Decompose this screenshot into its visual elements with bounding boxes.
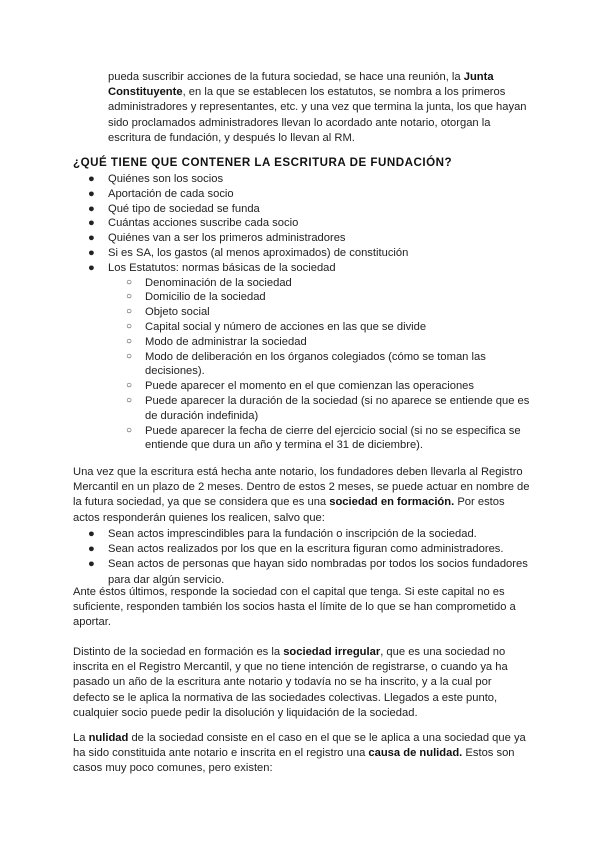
sub-list-item-text: Puede aparecer la duración de la sociedad (si no aparece se entiende que es de duración indefinida): [145, 394, 530, 422]
sub-list-item: [108, 394, 530, 424]
sub-list-item: [108, 305, 530, 320]
list-item: [88, 542, 530, 557]
bullet-icon: ●: [88, 528, 95, 540]
sociedad-en-formacion-term: sociedad en formación.: [329, 496, 455, 509]
sub-list-item-text: Modo de administrar la sociedad: [145, 335, 307, 348]
list-item: [88, 527, 530, 542]
list-item: [88, 231, 530, 246]
intro-paragraph: [108, 70, 530, 146]
contents-list: [88, 172, 530, 453]
bullet-icon: ●: [88, 246, 95, 259]
list-item-text: Si es SA, los gastos (al menos aproximados) de constitución: [108, 246, 409, 259]
circle-bullet-icon: ○: [126, 306, 133, 318]
sub-list-item: [108, 290, 530, 305]
intro-text-2: , en la que se establecen los estatutos, se nombra a los primeros administradores y representantes, etc. y una vez que termina la junta, los que hayan sido proclamados administradores llevan lo acordado ante notario, otorgan la escritura de fundación, y después lo llevan al RM.: [108, 86, 527, 144]
list-item-text: Los Estatutos: normas básicas de la sociedad: [108, 261, 336, 274]
list-item: [88, 202, 530, 217]
circle-bullet-icon: ○: [126, 276, 133, 288]
circle-bullet-icon: ○: [126, 350, 133, 362]
bullet-icon: ●: [88, 187, 95, 200]
p2-text-1: Una vez que la escritura está hecha ante notario, los fundadores deben llevarla al Registro Mercantil en un plazo de 2 meses. Dentro de estos 2 meses, se puede actuar en nombre de la futura sociedad, ya que se considera que es una: [73, 466, 530, 509]
sub-list-item-text: Objeto social: [145, 306, 210, 319]
list-item-text: Quiénes son los socios: [108, 173, 224, 185]
sub-list-item: [108, 424, 530, 454]
p5-text-1: La: [73, 732, 89, 744]
junta-constituyente-term: Junta Constituyente: [108, 71, 494, 99]
circle-bullet-icon: ○: [126, 335, 133, 347]
sub-list-item: [108, 335, 530, 350]
list-item-text: Sean actos imprescindibles para la fundación o inscripción de la sociedad.: [108, 528, 477, 540]
list-item-text: Quiénes van a ser los primeros administradores: [108, 232, 346, 245]
sub-list-item-text: Puede aparecer la fecha de cierre del ejercicio social (si no se especifica se entiende que dura un año y termina el 31 de diciembre).: [145, 424, 521, 452]
list-item: [88, 216, 530, 231]
bullet-icon: ●: [88, 543, 95, 556]
exceptions-list: [88, 527, 530, 588]
sub-list-item: [108, 320, 530, 335]
sociedad-irregular-term: sociedad irregular: [283, 646, 381, 658]
sub-list-item: [108, 379, 530, 394]
p5-text-3: Estos son casos muy poco comunes, pero existen:: [73, 747, 515, 775]
bullet-icon: ●: [88, 232, 95, 245]
list-item: [88, 172, 530, 187]
p4-text-1: Distinto de la sociedad en formación es la: [73, 646, 284, 658]
bullet-icon: ●: [88, 173, 95, 185]
causa-de-nulidad-term: causa de nulidad.: [368, 747, 463, 760]
sub-list-item-text: Domicilio de la sociedad: [145, 291, 266, 304]
list-item-text: Qué tipo de sociedad se funda: [108, 202, 260, 215]
list-item: [88, 246, 530, 261]
sociedad-irregular-paragraph: [73, 645, 530, 721]
list-item-text: Cuántas acciones suscribe cada socio: [108, 217, 299, 230]
circle-bullet-icon: ○: [126, 291, 133, 303]
responsabilidad-paragraph: Ante éstos últimos, responde la sociedad con el capital que tenga. Si este capital no es suficiente, responden también los socios hasta el límite de lo que se han comprometido a aportar.: [73, 586, 516, 629]
circle-bullet-icon: ○: [126, 320, 133, 332]
list-item: [88, 187, 530, 202]
estatutos-sublist: [108, 276, 530, 454]
p4-text-2: , que es una sociedad no inscrita en el Registro Mercantil, y que no tiene intención de registrarse, o cuando ya ha pasado un año de la escritura ante notario y todavía no se ha inscrito, y a la cual por defecto se le aplica la normativa de las sociedades colectivas. Llegados a este punto, cualquier socio puede pedir la disolución y liquidación de la sociedad.: [73, 646, 508, 719]
list-item-text: Aportación de cada socio: [108, 187, 234, 200]
bullet-icon: ●: [88, 202, 95, 215]
circle-bullet-icon: ○: [126, 394, 133, 406]
sub-list-item-text: Modo de deliberación en los órganos colegiados (cómo se toman las decisiones).: [145, 350, 486, 378]
list-item-text: Sean actos realizados por los que en la escritura figuran como administradores.: [108, 543, 504, 556]
nulidad-term: nulidad: [88, 732, 129, 744]
sub-list-item-text: Denominación de la sociedad: [145, 276, 292, 289]
circle-bullet-icon: ○: [126, 380, 133, 392]
p2-text-2: Por estos actos responderán quienes los realicen, salvo que:: [73, 496, 505, 524]
list-item: [88, 557, 530, 587]
sociedad-en-formacion-paragraph: [73, 465, 530, 526]
sub-list-item: [108, 276, 530, 291]
sub-list-item-text: Capital social y número de acciones en las que se divide: [145, 320, 427, 333]
bullet-icon: ●: [88, 261, 95, 274]
circle-bullet-icon: ○: [126, 424, 133, 436]
nulidad-paragraph: [73, 731, 530, 777]
intro-text-1: pueda suscribir acciones de la futura sociedad, se hace una reunión, la: [108, 71, 464, 83]
sub-list-item: [108, 350, 530, 380]
bullet-icon: ●: [88, 558, 95, 571]
section-heading: ¿QUÉ TIENE QUE CONTENER LA ESCRITURA DE FUNDACIÓN?: [73, 156, 453, 169]
bullet-icon: ●: [88, 217, 95, 230]
list-item-text: Sean actos de personas que hayan sido nombradas por todos los socios fundadores para dar algún servicio.: [108, 558, 528, 586]
list-item: [88, 261, 530, 453]
sub-list-item-text: Puede aparecer el momento en el que comienzan las operaciones: [145, 380, 474, 393]
p5-text-2: de la sociedad consiste en el caso en el que se le aplica a una sociedad que ya ha sido constituida ante notario e inscrita en el registro una: [73, 732, 526, 760]
